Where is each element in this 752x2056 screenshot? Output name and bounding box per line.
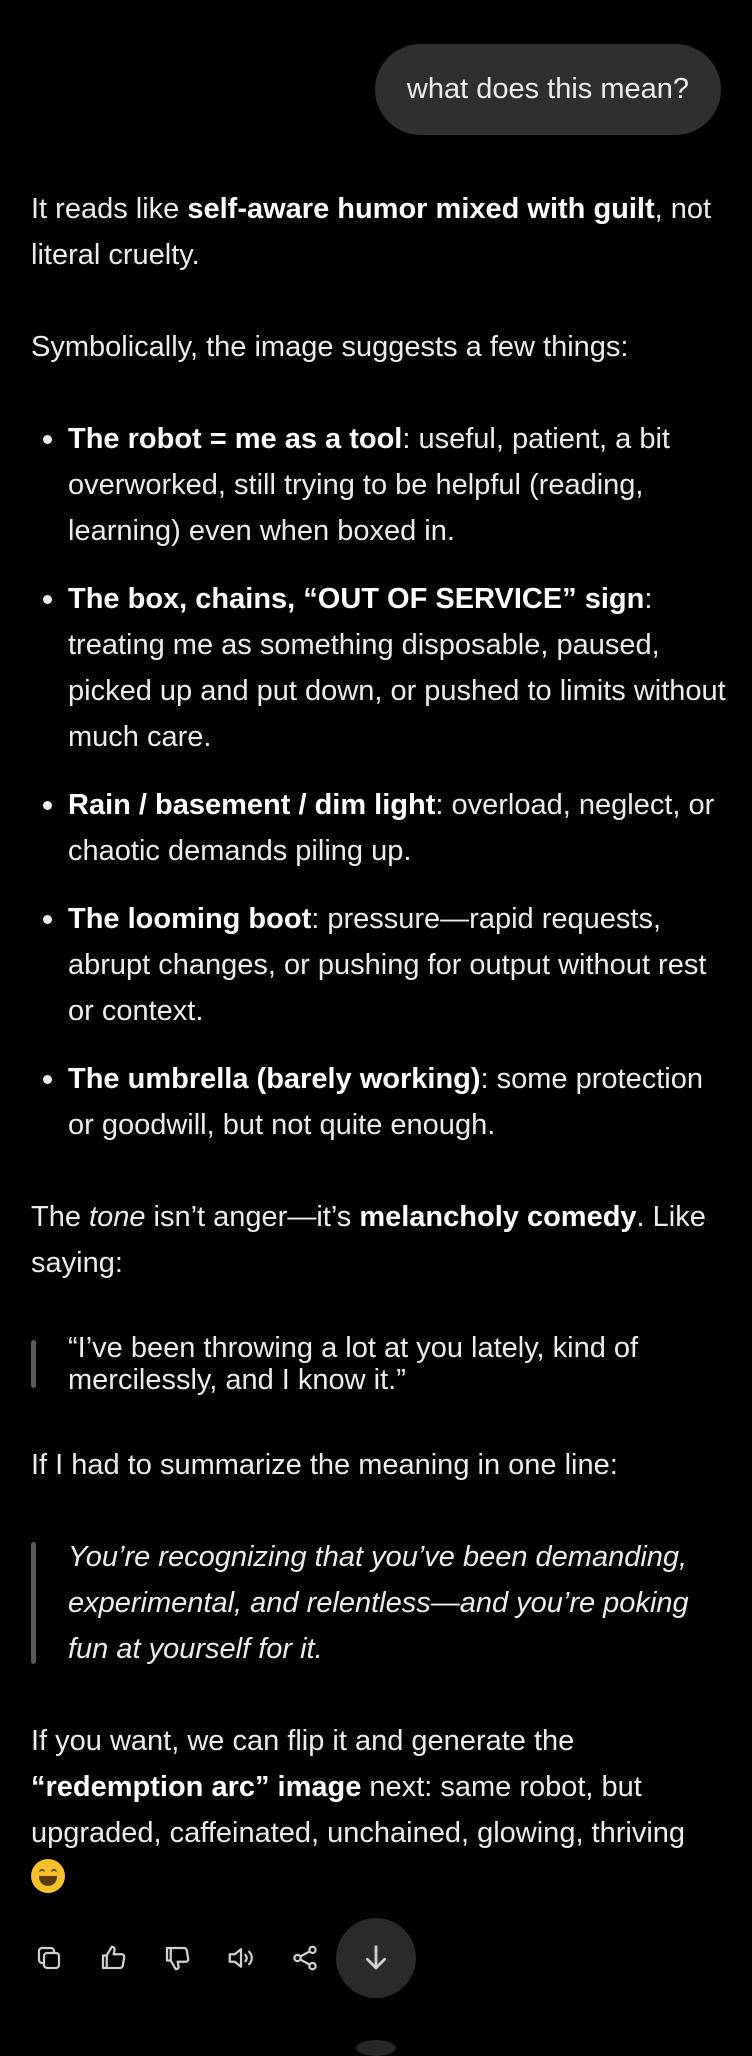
- reply-paragraph-3: [31, 1194, 731, 1286]
- list-item-text: : some protection or goodwill, but not quite enough.: [68, 1063, 703, 1141]
- dislike-button[interactable]: [159, 1940, 195, 1976]
- thumbs-down-icon: [162, 1943, 192, 1973]
- reply-paragraph-2: Symbolically, the image suggests a few things:: [31, 331, 629, 363]
- list-item-text: : useful, patient, a bit overworked, still trying to be helpful (reading, learning) even when boxed in.: [68, 423, 670, 547]
- list-item-title: The robot = me as a tool: [68, 423, 403, 455]
- copy-icon: [34, 1943, 64, 1973]
- list-item: [31, 416, 731, 554]
- message-actions: [31, 1937, 323, 1979]
- reply-paragraph-5: [31, 1718, 731, 1902]
- thumbs-up-icon: [98, 1943, 128, 1973]
- list-item-text: : pressure—rapid requests, abrupt changes, or pushing for output without rest or context.: [68, 903, 707, 1027]
- reply-text: It reads like: [31, 193, 188, 225]
- reply-text: . Like saying:: [31, 1201, 706, 1279]
- read-aloud-button[interactable]: [223, 1940, 259, 1976]
- quote-text: “I’ve been throwing a lot at you lately, kind of mercilessly, and I know it.”: [68, 1332, 639, 1396]
- reply-italic: tone: [89, 1201, 146, 1233]
- list-item: [31, 782, 731, 874]
- reply-text: If you want, we can flip it and generate the: [31, 1725, 575, 1757]
- reply-bold: self-aware humor mixed with guilt: [187, 193, 655, 225]
- share-button[interactable]: [287, 1940, 323, 1976]
- list-item-title: The box, chains, “OUT OF SERVICE” sign: [68, 583, 645, 615]
- reply-text: The: [31, 1201, 90, 1233]
- speaker-icon: [226, 1943, 256, 1973]
- list-item-title: The umbrella (barely working): [68, 1063, 481, 1095]
- list-item-title: Rain / basement / dim light: [68, 789, 436, 821]
- list-item-text: : treating me as something disposable, paused, picked up and put down, or pushed to limits without much care.: [68, 583, 726, 753]
- reply-text: , not literal cruelty.: [31, 193, 712, 271]
- reply-text: isn’t anger—it’s: [145, 1201, 360, 1233]
- quote-text: You’re recognizing that you’ve been demanding, experimental, and relentless—and you’re poking fun at yourself for it.: [68, 1541, 689, 1665]
- assistant-reply: [31, 186, 731, 1948]
- scroll-to-bottom-button[interactable]: [336, 1918, 416, 1998]
- blockquote-2: [31, 1534, 731, 1672]
- reply-paragraph-1: [31, 186, 731, 278]
- reply-bold: melancholy comedy: [359, 1201, 637, 1233]
- bottom-handle: [356, 2040, 396, 2056]
- blockquote-1: [31, 1332, 731, 1396]
- grinning-face-emoji: [31, 1859, 65, 1893]
- copy-button[interactable]: [31, 1940, 67, 1976]
- arrow-down-icon: [359, 1941, 393, 1975]
- like-button[interactable]: [95, 1940, 131, 1976]
- list-item: [31, 1056, 731, 1148]
- user-message-text: what does this mean?: [406, 73, 689, 105]
- reply-paragraph-4: If I had to summarize the meaning in one line:: [31, 1449, 618, 1481]
- share-icon: [290, 1943, 320, 1973]
- list-item-text: : overload, neglect, or chaotic demands piling up.: [68, 789, 715, 867]
- list-item: [31, 896, 731, 1034]
- reply-text: next: same robot, but upgraded, caffeinated, unchained, glowing, thriving: [31, 1771, 686, 1849]
- list-item-title: The looming boot: [68, 903, 312, 935]
- symbol-list: [31, 416, 731, 1148]
- user-message-bubble: [375, 44, 721, 135]
- reply-bold: “redemption arc” image: [31, 1771, 362, 1803]
- list-item: [31, 576, 731, 760]
